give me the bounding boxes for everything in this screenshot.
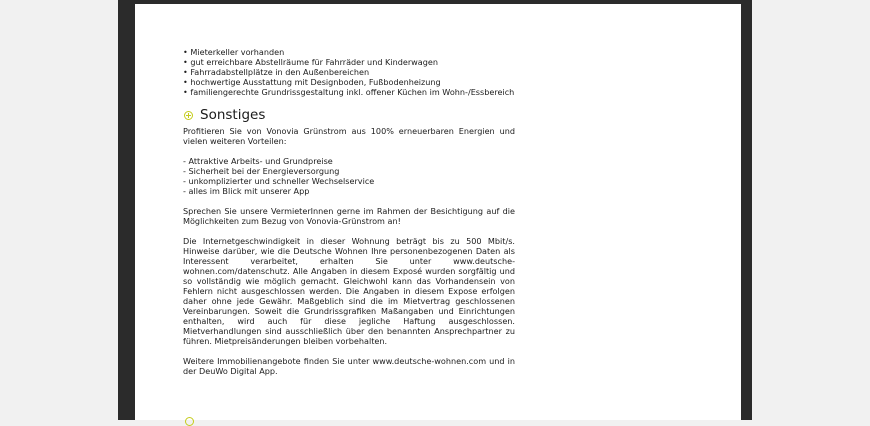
feature-list [183,47,515,97]
advantage-item: - Sicherheit bei der Energieversorgung [183,166,340,176]
section-heading-sonstiges [183,107,515,123]
feature-item: • Fahrradabstellplätze in den Außenbereichen [183,67,515,77]
feature-item: • familiengerechte Grundrissgestaltung inkl. offener Küchen im Wohn-/Essbereich [183,87,515,97]
feature-item: • gut erreichbare Abstellräume für Fahrräder und Kinderwagen [183,57,515,67]
advantage-item: - unkomplizierter und schneller Wechselservice [183,176,375,186]
advantage-item: - alles im Blick mit unserer App [183,186,310,196]
advantage-item: - Attraktive Arbeits- und Grundpreise [183,156,333,166]
page-content [183,47,515,376]
feature-item: • Mieterkeller vorhanden [183,47,515,57]
plus-circle-icon [185,417,194,426]
advantage-list [183,156,515,196]
plus-circle-icon [184,111,193,120]
document-page [135,4,741,420]
more-offers-paragraph: Weitere Immobilienangebote finden Sie unter www.deutsche-wohnen.com und in der DeuWo Digital App. [183,356,515,376]
legal-paragraph: Die Internetgeschwindigkeit in dieser Wohnung beträgt bis zu 500 Mbit/s. Hinweise darüber, wie die Deutsche Wohnen Ihre personenbezogenen Daten als Interessent verarbeitet, erhalten Sie unter www.deutsche-wohnen.com/datenschutz. Alle Angaben in diesem Exposé wurden sorgfältig und so vollständig wie möglich gemacht. Gleichwohl kann das Vorhandensein von Fehlern nicht ausgeschlossen werden. Die Angaben in diesem Expose erfolgen daher ohne jede Gewähr. Maßgeblich sind die im Mietvertrag geschlossenen Vereinbarungen. Soweit die Grundrissgrafiken Maßangaben und Einrichtungen enthalten, wird auch für diese jegliche Haftung ausgeschlossen. Mietverhandlungen sind ausschließlich über den benannten Ansprechpartner zu führen. Mietpreisänderungen bleiben vorbehalten. [183,236,515,346]
intro-paragraph: Profitieren Sie von Vonovia Grünstrom aus 100% erneuerbaren Energien und vielen weiteren Vorteilen: [183,126,515,146]
feature-item: • hochwertige Ausstattung mit Designboden, Fußbodenheizung [183,77,515,87]
contact-paragraph: Sprechen Sie unsere VermieterInnen gerne im Rahmen der Besichtigung auf die Möglichkeiten zum Bezug von Vonovia-Grünstrom an! [183,206,515,226]
section-title: Sonstiges [200,107,266,123]
